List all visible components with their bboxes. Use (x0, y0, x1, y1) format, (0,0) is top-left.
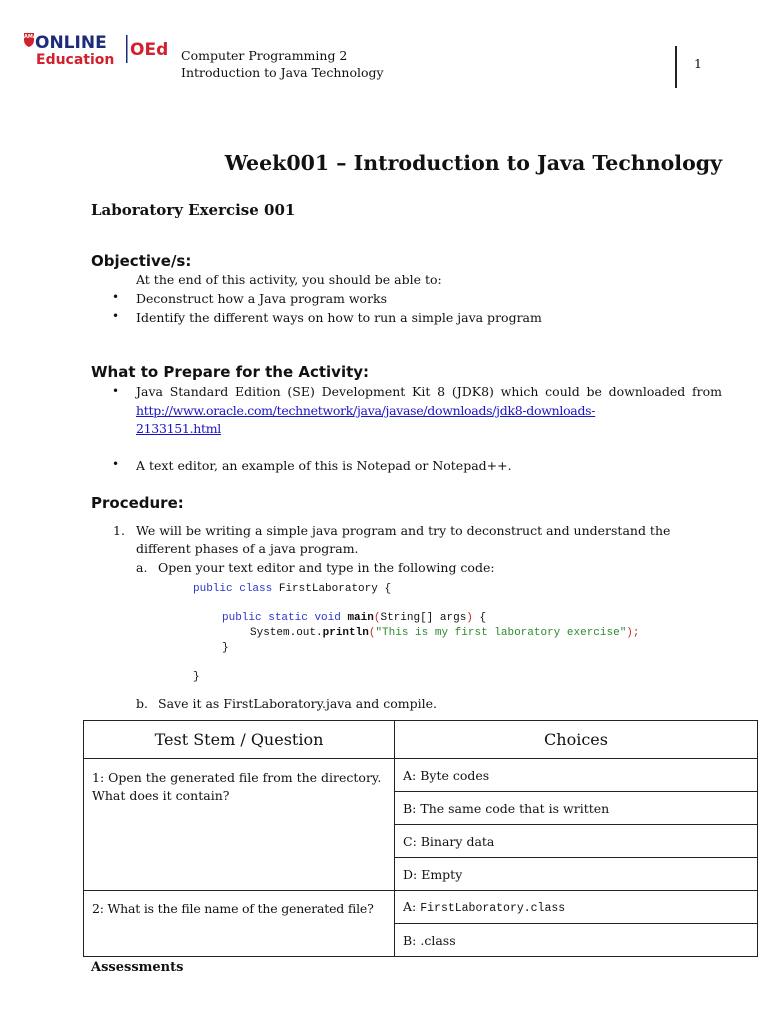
jdk-download-link-cont[interactable]: 2133151.html (136, 421, 221, 436)
code-keyword: void (314, 612, 341, 624)
code-paren: ( (368, 627, 376, 639)
choice-a-code: FirstLaboratory.class (420, 902, 566, 915)
step-number: 1. (113, 523, 125, 538)
column-header-question: Test Stem / Question (84, 721, 395, 759)
code-line-class-decl (193, 583, 391, 595)
assessments-heading: Assessments (91, 960, 184, 975)
code-string: "This is my first laboratory exercise" (375, 627, 627, 639)
choice-d: D: Empty (395, 858, 758, 891)
question-1 (84, 759, 395, 891)
page-title: Week001 – Introduction to Java Technology (224, 151, 722, 175)
code-paren: ) (466, 612, 473, 624)
objective-item: Identify the different ways on how to run a simple java program (136, 310, 542, 325)
question-2: 2: What is the file name of the generated file? (84, 891, 395, 957)
assessment-table (83, 720, 758, 957)
code-line-println (250, 627, 640, 639)
choice-a (395, 891, 758, 924)
header-subtitle: Introduction to Java Technology (181, 65, 384, 80)
bullet-icon: • (112, 290, 120, 304)
online-education-logo (22, 30, 174, 70)
step1-text: We will be writing a simple java program and try to deconstruct and understand the (136, 523, 671, 538)
code-keyword: class (239, 583, 273, 595)
step1-text-cont: different phases of a java program. (136, 541, 359, 556)
code-brace: { (479, 612, 487, 624)
code-print-prefix: System.out. (250, 627, 323, 639)
choice-a-label: A: (403, 899, 417, 914)
lab-title: Laboratory Exercise 001 (91, 201, 296, 219)
code-param-type: String[] (380, 612, 434, 624)
question-1-text-cont: What does it contain? (92, 788, 230, 803)
code-semicolon: ; (632, 627, 640, 639)
table-row (84, 891, 758, 924)
choice-a: A: Byte codes (395, 759, 758, 792)
logo-ama-text: AMA (24, 34, 37, 40)
code-print-method: println (322, 627, 369, 639)
objective-item: Deconstruct how a Java program works (136, 291, 388, 306)
objectives-intro: At the end of this activity, you should be able to: (136, 272, 442, 287)
logo-oed-text: OEd (130, 40, 169, 60)
step-a-text: Open your text editor and type in the following code: (158, 560, 495, 575)
code-keyword: static (268, 612, 308, 624)
logo-education-text: Education (36, 52, 115, 68)
bullet-icon: • (112, 457, 120, 471)
code-keyword: public (193, 583, 233, 595)
page-number: 1 (694, 56, 702, 71)
prepare-heading: What to Prepare for the Activity: (91, 363, 370, 381)
bullet-icon: • (112, 384, 120, 398)
step-b-label: b. (136, 696, 148, 711)
table-header-row (84, 721, 758, 759)
code-brace: { (384, 583, 392, 595)
jdk-download-link[interactable]: http://www.oracle.com/technetwork/java/javase/downloads/jdk8-downloads- (136, 403, 596, 418)
choice-b: B: .class (395, 924, 758, 957)
step-a-label: a. (136, 560, 148, 575)
header-divider (675, 46, 677, 88)
objectives-heading: Objective/s: (91, 252, 192, 270)
code-param-name: args (439, 612, 467, 624)
logo-online-text: ONLINE (35, 33, 107, 53)
choice-b: B: The same code that is written (395, 792, 758, 825)
code-method-name: main (347, 612, 374, 624)
prepare-item-jdk: Java Standard Edition (SE) Development Kit 8 (JDK8) which could be downloaded from (136, 384, 722, 399)
code-line-close-main: } (222, 642, 229, 654)
table-row (84, 759, 758, 792)
prepare-item-editor: A text editor, an example of this is Notepad or Notepad++. (136, 458, 512, 473)
choice-c: C: Binary data (395, 825, 758, 858)
question-1-text: 1: Open the generated file from the directory. (92, 770, 382, 785)
code-paren: ( (373, 612, 381, 624)
code-keyword: public (222, 612, 262, 624)
code-line-close-class: } (193, 671, 200, 683)
procedure-heading: Procedure: (91, 494, 184, 512)
column-header-choices: Choices (395, 721, 758, 759)
code-class-name: FirstLaboratory (278, 583, 378, 595)
step-b-text: Save it as FirstLaboratory.java and compile. (158, 696, 438, 711)
header-course: Computer Programming 2 (181, 48, 348, 63)
code-paren: ) (626, 627, 633, 639)
code-line-main-decl (222, 612, 486, 624)
bullet-icon: • (112, 309, 120, 323)
